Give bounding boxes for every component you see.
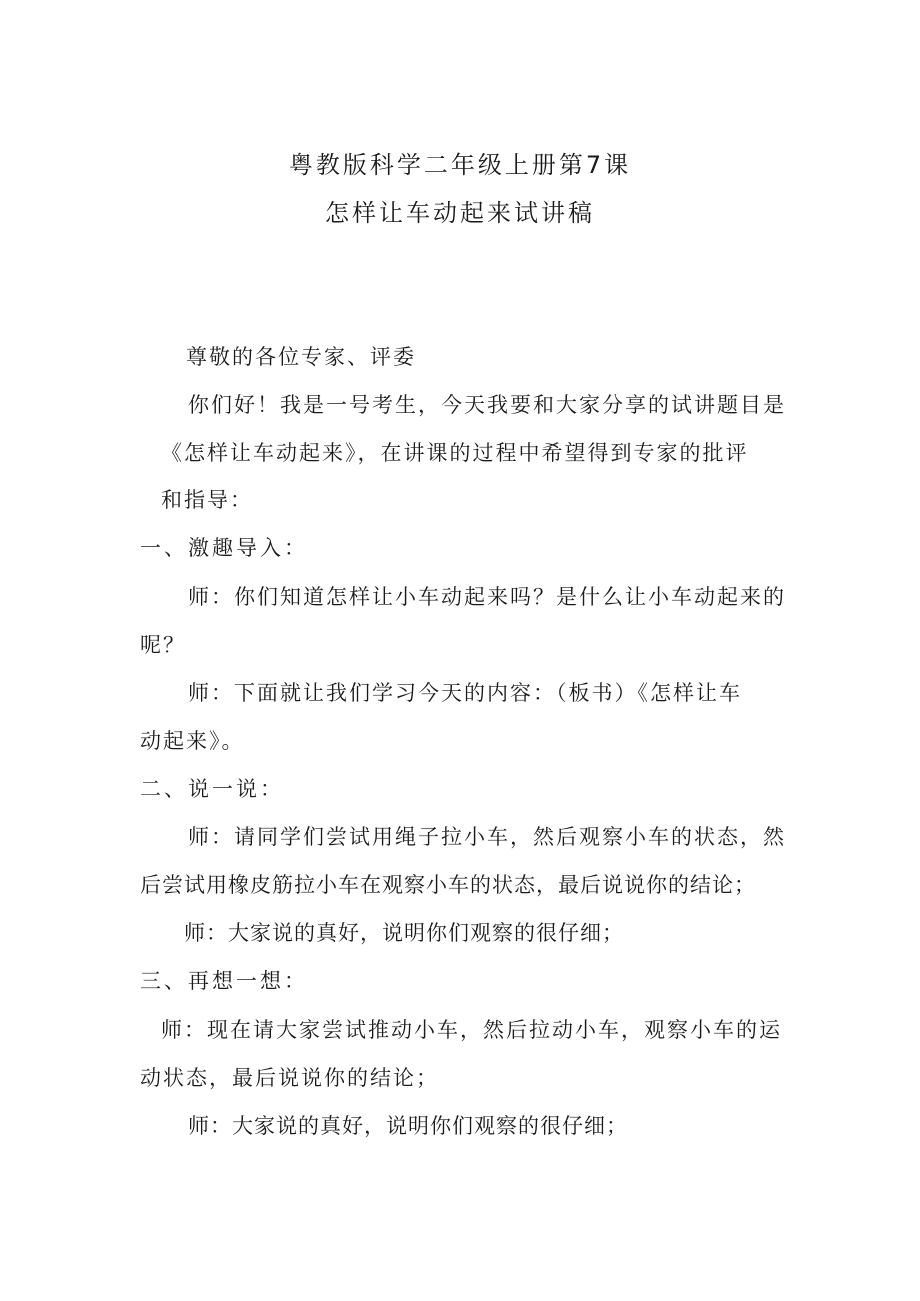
section-2-line-3: 师：大家说的真好，说明你们观察的很仔细； xyxy=(184,921,624,945)
intro-line-1: 你们好！我是一号考生，今天我要和大家分享的试讲题目是 xyxy=(188,393,786,417)
document-title-line-1: 粤教版科学二年级上册第7课 xyxy=(288,151,632,179)
section-3-line-2: 动状态，最后说说你的结论； xyxy=(140,1066,439,1090)
section-1-line-4: 动起来》。 xyxy=(140,729,245,753)
section-1-heading: 一、激趣导入： xyxy=(140,536,308,560)
section-3-heading: 三、再想一想： xyxy=(140,969,308,993)
section-2-heading: 二、说一说： xyxy=(140,777,284,801)
section-1-line-2: 呢？ xyxy=(140,633,186,657)
section-3-line-1: 师：现在请大家尝试推动小车，然后拉动小车，观察小车的运 xyxy=(161,1018,782,1042)
intro-line-3: 和指导： xyxy=(161,488,253,512)
section-1-line-3: 师：下面就让我们学习今天的内容：（板书）《怎样让车 xyxy=(188,681,742,705)
greeting-line: 尊敬的各位专家、评委 xyxy=(186,345,416,369)
section-1-line-1: 师：你们知道怎样让小车动起来吗？是什么让小车动起来的 xyxy=(188,585,786,609)
intro-line-2: 《怎样让车动起来》，在讲课的过程中希望得到专家的批评 xyxy=(161,441,749,465)
document-title-line-2: 怎样让车动起来试讲稿 xyxy=(325,199,595,227)
section-3-line-3: 师：大家说的真好，说明你们观察的很仔细； xyxy=(188,1114,628,1138)
section-2-line-2: 后尝试用橡皮筋拉小车在观察小车的状态，最后说说你的结论； xyxy=(140,873,756,897)
section-2-line-1: 师：请同学们尝试用绳子拉小车，然后观察小车的状态，然 xyxy=(188,825,786,849)
